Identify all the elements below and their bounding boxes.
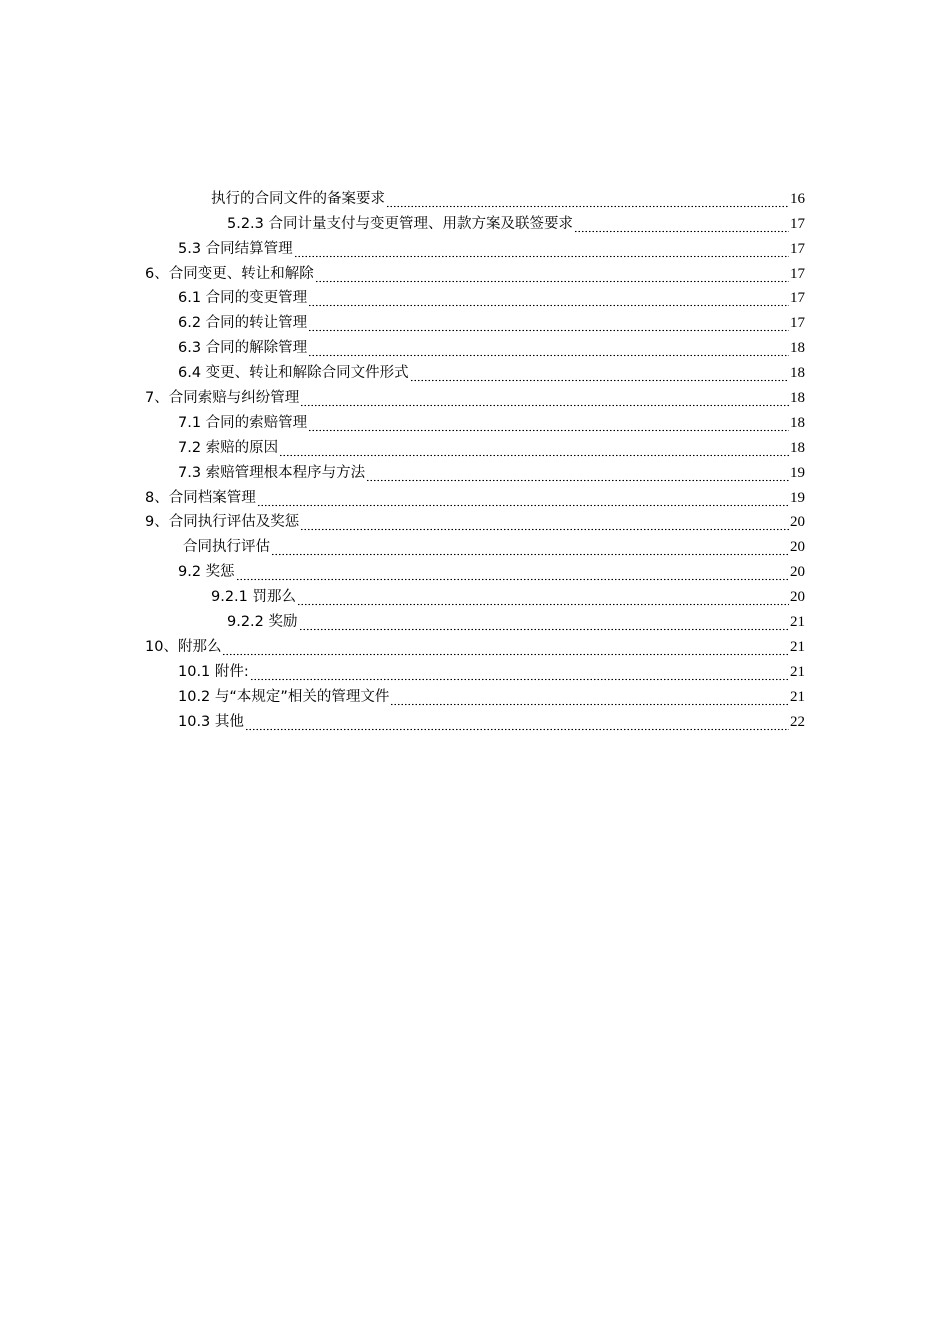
toc-entry-title: 9.2.1 罚那么 <box>211 589 297 606</box>
table-of-contents <box>0 185 950 733</box>
toc-page-number: 18 <box>790 365 805 382</box>
toc-entry-title: 6.3 合同的解除管理 <box>178 340 308 357</box>
toc-page-number: 20 <box>790 514 805 531</box>
toc-entry[interactable] <box>0 384 950 409</box>
toc-entry[interactable] <box>0 683 950 708</box>
toc-page-number: 17 <box>790 265 805 282</box>
toc-entry[interactable] <box>0 235 950 260</box>
toc-entry[interactable] <box>0 459 950 484</box>
toc-page-number: 18 <box>790 439 805 456</box>
toc-entry-title: 5.2.3 合同计量支付与变更管理、用款方案及联签要求 <box>227 215 574 232</box>
toc-page-number: 18 <box>790 414 805 431</box>
toc-entry-title: 6.1 合同的变更管理 <box>178 290 308 307</box>
toc-entry[interactable] <box>0 608 950 633</box>
toc-entry[interactable] <box>0 533 950 558</box>
toc-leader-dots <box>279 439 789 457</box>
toc-entry-title: 6、合同变更、转让和解除 <box>145 265 314 282</box>
toc-entry-title: 6.2 合同的转让管理 <box>178 315 308 332</box>
toc-leader-dots <box>300 513 789 531</box>
toc-page-number: 21 <box>790 688 805 705</box>
toc-page-number: 19 <box>790 489 805 506</box>
toc-entry-title: 合同执行评估 <box>183 539 270 556</box>
toc-leader-dots <box>315 265 789 283</box>
toc-leader-dots <box>299 613 789 631</box>
toc-leader-dots <box>386 190 789 208</box>
toc-entry-title: 9、合同执行评估及奖惩 <box>145 514 300 531</box>
toc-page-number: 17 <box>790 290 805 307</box>
toc-leader-dots <box>410 364 789 382</box>
toc-entry[interactable] <box>0 334 950 359</box>
toc-leader-dots <box>390 688 789 706</box>
toc-entry[interactable] <box>0 210 950 235</box>
toc-leader-dots <box>236 563 789 581</box>
toc-leader-dots <box>308 314 789 332</box>
toc-entry[interactable] <box>0 185 950 210</box>
toc-page-number: 17 <box>790 215 805 232</box>
toc-entry-title: 10.2 与“本规定”相关的管理文件 <box>178 688 390 705</box>
toc-leader-dots <box>294 240 789 258</box>
toc-leader-dots <box>308 414 789 432</box>
toc-entry-title: 7.3 索赔管理根本程序与方法 <box>178 464 366 481</box>
toc-entry[interactable] <box>0 658 950 683</box>
toc-page-number: 19 <box>790 464 805 481</box>
toc-leader-dots <box>574 215 789 233</box>
toc-entry-title: 5.3 合同结算管理 <box>178 240 293 257</box>
toc-entry[interactable] <box>0 583 950 608</box>
toc-entry[interactable] <box>0 509 950 534</box>
toc-page-number: 20 <box>790 564 805 581</box>
toc-entry-title: 7.2 索赔的原因 <box>178 439 279 456</box>
toc-page-number: 20 <box>790 539 805 556</box>
toc-entry-title: 执行的合同文件的备案要求 <box>211 190 385 207</box>
toc-entry-title: 7、合同索赔与纠纷管理 <box>145 390 300 407</box>
toc-entry[interactable] <box>0 409 950 434</box>
toc-entry-title: 7.1 合同的索赔管理 <box>178 414 308 431</box>
toc-entry-title: 10、附那么 <box>145 638 222 655</box>
toc-entry[interactable] <box>0 309 950 334</box>
toc-leader-dots <box>300 389 789 407</box>
toc-leader-dots <box>222 638 789 656</box>
toc-page-number: 20 <box>790 589 805 606</box>
toc-page-number: 18 <box>790 340 805 357</box>
toc-entry-title: 9.2.2 奖励 <box>227 614 298 631</box>
toc-entry[interactable] <box>0 285 950 310</box>
toc-entry-title: 6.4 变更、转让和解除合同文件形式 <box>178 365 409 382</box>
toc-page-number: 21 <box>790 638 805 655</box>
toc-page-number: 16 <box>790 190 805 207</box>
toc-page-number: 17 <box>790 315 805 332</box>
toc-leader-dots <box>245 713 789 731</box>
toc-leader-dots <box>308 339 789 357</box>
toc-entry[interactable] <box>0 484 950 509</box>
toc-entry[interactable] <box>0 260 950 285</box>
toc-entry-title: 10.3 其他 <box>178 713 244 730</box>
toc-leader-dots <box>250 663 789 681</box>
toc-page-number: 21 <box>790 614 805 631</box>
toc-leader-dots <box>308 289 789 307</box>
toc-entry[interactable] <box>0 633 950 658</box>
toc-leader-dots <box>366 464 789 482</box>
toc-page-number: 18 <box>790 390 805 407</box>
toc-entry[interactable] <box>0 708 950 733</box>
toc-entry[interactable] <box>0 434 950 459</box>
toc-entry-title: 8、合同档案管理 <box>145 489 256 506</box>
toc-entry-title: 9.2 奖惩 <box>178 564 235 581</box>
toc-entry-title: 10.1 附件: <box>178 663 249 680</box>
toc-page-number: 22 <box>790 713 805 730</box>
toc-page-number: 17 <box>790 240 805 257</box>
toc-leader-dots <box>271 538 789 556</box>
toc-entry[interactable] <box>0 359 950 384</box>
toc-page-number: 21 <box>790 663 805 680</box>
toc-leader-dots <box>297 588 789 606</box>
toc-leader-dots <box>257 489 789 507</box>
toc-entry[interactable] <box>0 558 950 583</box>
